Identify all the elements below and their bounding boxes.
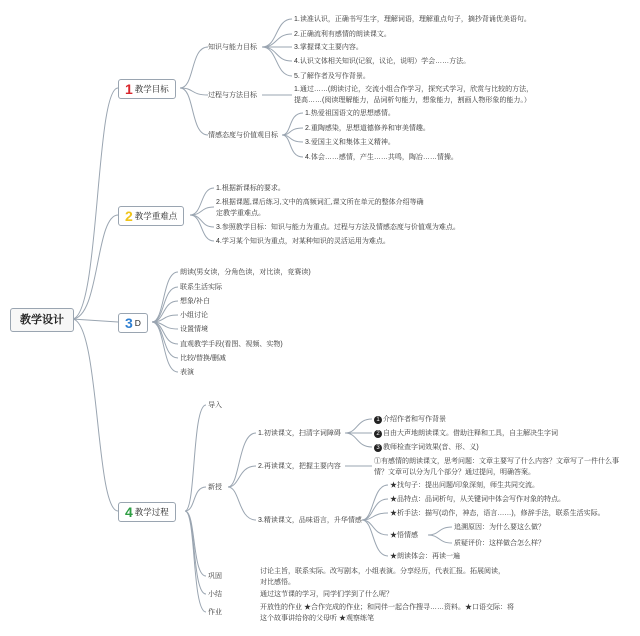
topic-teaching-goals	[118, 79, 176, 99]
list-item: ★析手法：描写(动作，神态，语言……)，修辞手法，联系生活实际。	[390, 510, 605, 517]
list-item: 2.重陶感染，思想道德修养和审美情趣。	[305, 125, 430, 132]
list-item: 直观教学手段(看图、视频、实物)	[180, 341, 283, 348]
list-item: 质疑评价：这样做合怎么样？	[454, 540, 545, 547]
list-item: 5.了解作者及写作背景。	[294, 73, 370, 80]
list-item: 3 教师检查字词效果(音、形、义)	[374, 442, 479, 453]
bullet-2-icon: 2	[374, 430, 382, 438]
list-item: ★找句子：提出问题/印象深刻，师生共同交流。	[390, 482, 539, 489]
topic-label: 教学过程	[134, 507, 169, 517]
list-item: 设置情境	[180, 326, 208, 333]
list-item: 3.爱国主义和集体主义精神。	[305, 139, 395, 146]
list-item: 小组讨论	[180, 312, 208, 319]
sub-process-method: 过程与方法目标	[208, 92, 257, 99]
sub-attitude-values: 情感态度与价值观目标	[208, 132, 278, 139]
node-summary: 小结	[208, 591, 222, 598]
list-item: ①有感情的朗读课文，思考问题：文章主要写了什么内容？文章写了一件什么事情？文章可以分为几个部分？通过提问，明确答案。	[374, 458, 619, 476]
list-item: 开放性的作业 ★合作完成的作业；和同伴一起合作搜寻……资料。★口语交际：将这个故事讲给你的父母听 ★观察练笔	[260, 604, 514, 622]
list-item: 联系生活实际	[180, 284, 222, 291]
topic-key-points	[118, 206, 184, 226]
list-item: 表演	[180, 369, 194, 376]
topic-number-3: 3	[125, 315, 133, 331]
bullet-1-icon: 1	[374, 416, 382, 424]
topic-methods	[118, 313, 148, 333]
list-item: 1.通过……(朗读讨论，交流小组合作学习，探究式学习，欣赏与比较的方法，提高……(阅读理解能力，品词析句能力，想象能力，割画人物形象的能力。）	[294, 86, 534, 104]
list-item: 比较/替换/删减	[180, 355, 226, 362]
sub-knowledge-ability: 知识与能力目标	[208, 44, 257, 51]
list-item: 4.体会……感情，产生……共鸣，陶冶……情操。	[305, 154, 458, 161]
list-item: 4.学习某个知识为重点，对某种知识的灵活运用为难点。	[216, 238, 390, 245]
node-intro: 导入	[208, 402, 222, 409]
list-item: 4.认识文体相关知识(记叙，议论，说明）学会……方法。	[294, 58, 471, 65]
topic-number-1: 1	[125, 81, 133, 97]
list-item: 朗读(男女读，分角色读，对比读，竞赛读)	[180, 269, 311, 276]
step-first-reading: 1.初读课文，扫清字词障碍	[258, 430, 341, 437]
list-item: 追溯原因：为什么要这么做？	[454, 524, 545, 531]
step-second-reading: 2.再读课文，把握主要内容	[258, 463, 341, 470]
topic-label: 教学重难点	[134, 211, 178, 221]
list-item: 2.正确流利有感情的朗读课文。	[294, 31, 391, 38]
list-item: 1.热爱祖国语文的思想感情。	[305, 110, 395, 117]
list-item: ★朗读体会：再读一遍	[390, 553, 460, 560]
list-item: 3.参照教学目标：知识与能力为重点。过程与方法及情感态度与价值观为难点。	[216, 224, 460, 231]
list-item: 3.掌握课文主要内容。	[294, 44, 363, 51]
topic-number-4: 4	[125, 504, 133, 520]
node-new-lesson: 新授	[208, 484, 222, 491]
list-item: 想象/补白	[180, 298, 210, 305]
topic-label: D	[134, 318, 141, 328]
node-consolidate: 巩固	[208, 573, 222, 580]
node-homework: 作业	[208, 609, 222, 616]
topic-number-2: 2	[125, 208, 133, 224]
list-item: 2.根据课题,课后练习,文中的高频词汇,课文所在单元的整体介绍等确定教学重难点。	[216, 199, 424, 217]
list-item: 通过这节课的学习，同学们学到了什么呢？	[260, 591, 393, 598]
topic-teaching-process	[118, 502, 176, 522]
list-item: ★品特点：品词析句，从关键词中体会写作对象的特点。	[390, 496, 565, 503]
topic-label: 教学目标	[134, 84, 169, 94]
root-node: 教学设计	[10, 308, 74, 332]
list-item: 1.根据新课标的要求。	[216, 185, 285, 192]
step-close-reading: 3.精读课文，品味语言，升华情感	[258, 517, 362, 524]
list-item: 讨论主旨，联系实际。改写剧本，小组表演。分享经历，代表汇报。拓展阅读，对比感悟。	[260, 568, 505, 586]
list-item-feel-emotion: ★悟情感	[390, 532, 418, 539]
bullet-3-icon: 3	[374, 444, 382, 452]
list-item: 2 自由大声地朗读课文。借助注释和工具，自主解决生字词	[374, 428, 558, 439]
list-item: 1.读准认识，正确书写生字，理解词语，理解重点句子，摘抄背诵优美语句。	[294, 16, 531, 23]
list-item: 1 介绍作者和写作背景	[374, 414, 446, 425]
